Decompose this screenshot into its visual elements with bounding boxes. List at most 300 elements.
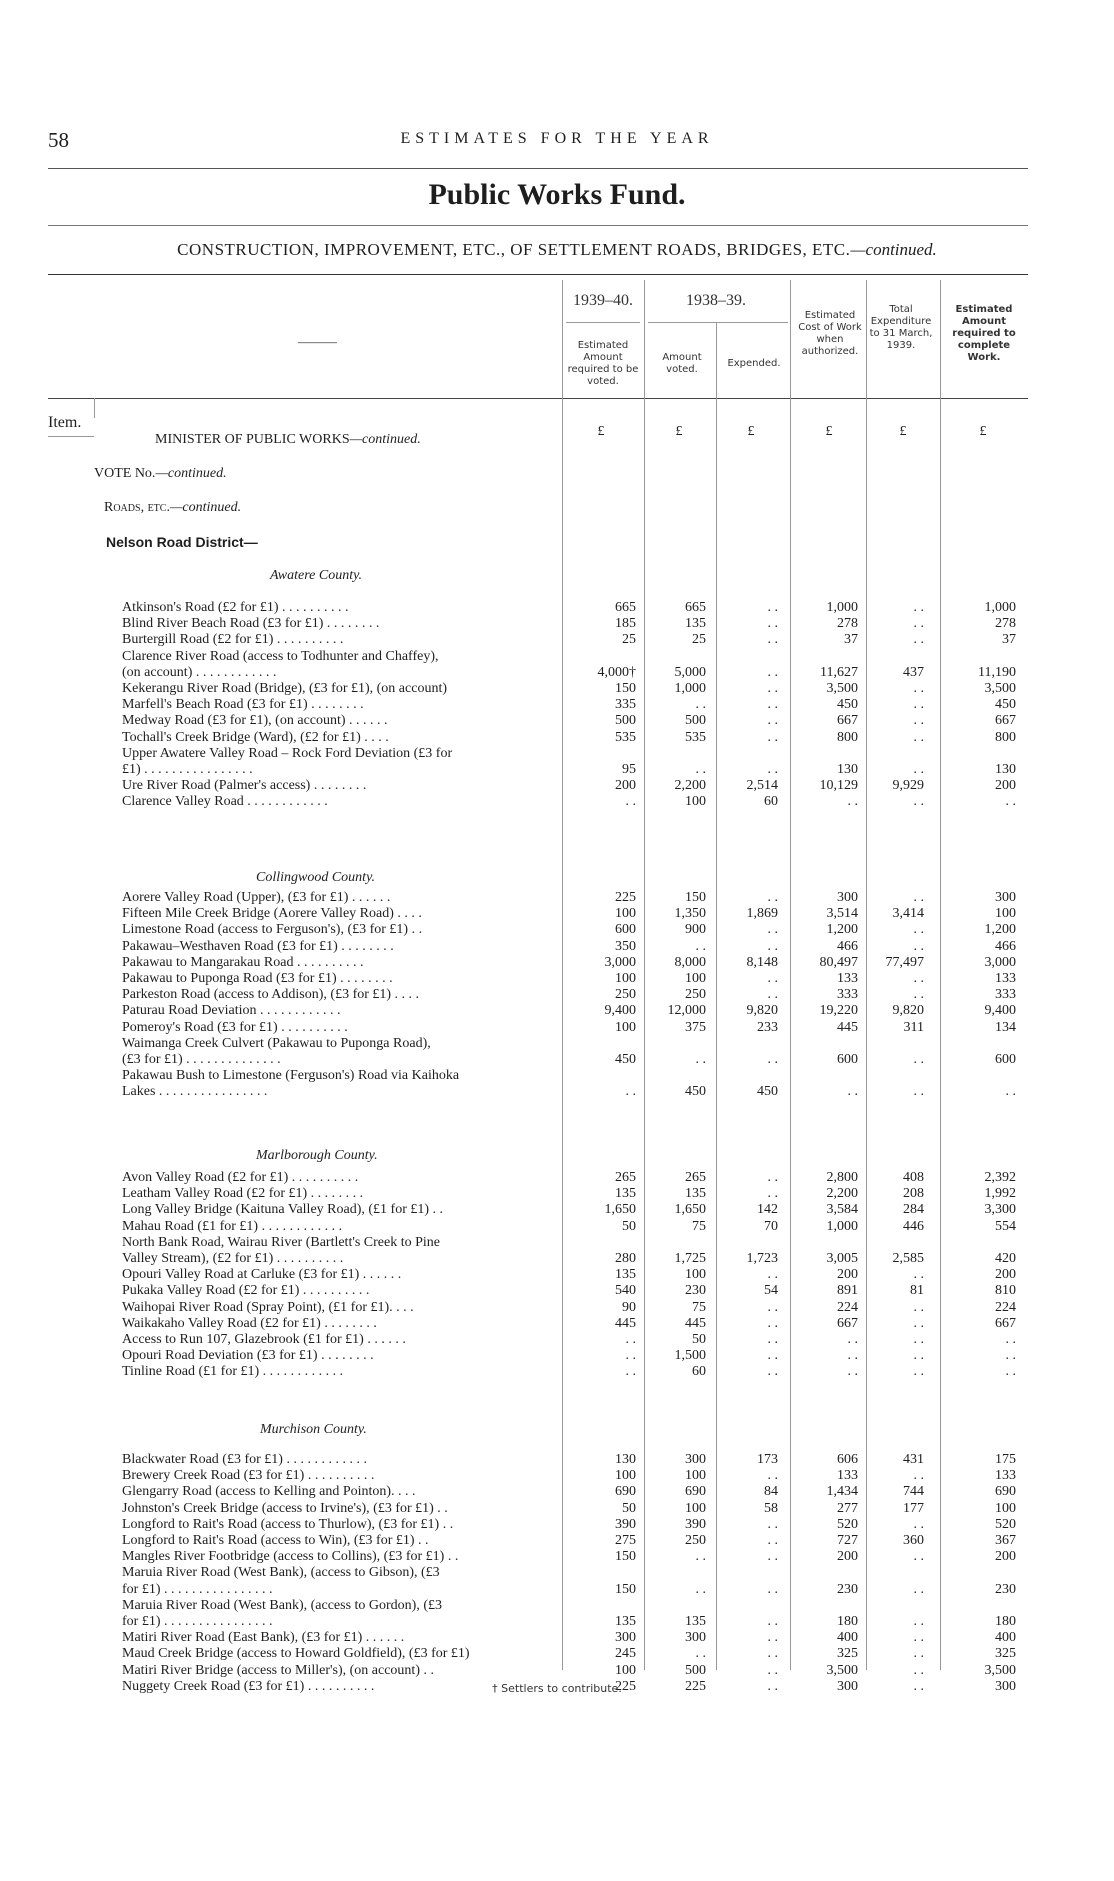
table-row-line	[0, 778, 1114, 794]
table-row-line	[0, 906, 1114, 922]
amount-cell: 1,350	[674, 906, 706, 922]
amount-cell: 278	[837, 616, 858, 632]
amount-cell: 300	[615, 1630, 636, 1646]
work-name: Paturau Road Deviation . . . . . . . . . . . .	[122, 1003, 341, 1019]
amount-cell: 535	[615, 729, 636, 745]
amount-cell: 208	[903, 1186, 924, 1202]
amount-cell: . .	[767, 1468, 778, 1484]
amount-cell: . .	[913, 1052, 924, 1067]
amount-cell: . .	[625, 1364, 636, 1380]
table-row-line	[0, 939, 1114, 955]
county-heading: Murchison County.	[260, 1422, 367, 1437]
table-row-line	[0, 1452, 1114, 1468]
table-row-line	[0, 1614, 1114, 1630]
amount-cell: 250	[685, 1533, 706, 1548]
amount-cell: 75	[692, 1299, 706, 1315]
amount-cell: 100	[615, 906, 636, 922]
amount-cell: 80,497	[819, 954, 858, 970]
work-name: Opouri Valley Road at Carluke (£3 for £1) . . . . . .	[122, 1267, 402, 1283]
col-expended: Expended.	[727, 358, 781, 369]
amount-cell: 1,000	[984, 600, 1016, 615]
amount-cell: 2,200	[826, 1186, 858, 1202]
table-row-line	[0, 1549, 1114, 1565]
amount-cell: 37	[1002, 632, 1016, 648]
amount-cell: . .	[847, 1084, 858, 1100]
amount-cell: . .	[767, 1614, 778, 1629]
amount-cell: 142	[757, 1202, 778, 1218]
amount-cell: 300	[685, 1452, 706, 1467]
amount-cell: 450	[995, 697, 1016, 713]
work-name: Leatham Valley Road (£2 for £1) . . . . . . . .	[122, 1186, 364, 1202]
work-name: Opouri Road Deviation (£3 for £1) . . . . . . . .	[122, 1348, 374, 1364]
currency-symbol: £	[747, 424, 755, 439]
amount-cell: 535	[685, 729, 706, 745]
work-name: Pakawau–Westhaven Road (£3 for £1) . . . . . . . .	[122, 938, 394, 954]
amount-cell: 1,869	[746, 906, 778, 922]
amount-cell: . .	[695, 1549, 706, 1565]
amount-cell: 225	[615, 890, 636, 905]
amount-cell: . .	[913, 890, 924, 905]
amount-cell: . .	[913, 938, 924, 954]
currency-symbol: £	[597, 424, 605, 439]
amount-cell: 325	[995, 1646, 1016, 1662]
amount-cell: 70	[764, 1218, 778, 1234]
amount-cell: . .	[767, 1267, 778, 1283]
amount-cell: 25	[622, 632, 636, 648]
table-row-line	[0, 1068, 1114, 1084]
amount-cell: . .	[767, 616, 778, 632]
amount-cell: 891	[837, 1283, 858, 1299]
amount-cell: 420	[995, 1251, 1016, 1266]
amount-cell: 1,000	[674, 681, 706, 696]
amount-cell: 400	[837, 1630, 858, 1646]
amount-cell: 100	[995, 906, 1016, 922]
amount-cell: . .	[625, 794, 636, 810]
amount-cell: . .	[767, 632, 778, 648]
amount-cell: 135	[615, 1614, 636, 1629]
header-bottom-rule	[48, 398, 1028, 399]
amount-cell: . .	[847, 1332, 858, 1347]
roads-heading	[104, 500, 241, 516]
amount-cell: 311	[903, 1019, 924, 1035]
amount-cell: 81	[910, 1283, 924, 1299]
amount-cell: 300	[837, 890, 858, 905]
amount-cell: . .	[1005, 1084, 1016, 1100]
work-name: Matiri River Bridge (access to Miller's), (on account) . .	[122, 1662, 434, 1678]
col-total-expenditure: Total Expenditure to 31 March, 1939.	[869, 304, 933, 351]
table-row-line	[0, 1020, 1114, 1036]
item-rule	[94, 398, 95, 418]
amount-cell: . .	[913, 922, 924, 938]
amount-cell: 1,000	[826, 1218, 858, 1234]
amount-cell: 3,500	[826, 681, 858, 696]
amount-cell: 1,434	[826, 1484, 858, 1500]
amount-cell: 180	[837, 1614, 858, 1629]
amount-cell: 1,200	[984, 922, 1016, 938]
table-row-line	[0, 1219, 1114, 1235]
amount-cell: 540	[615, 1283, 636, 1299]
amount-cell: . .	[767, 1332, 778, 1347]
table-row-line	[0, 1646, 1114, 1662]
work-name: Burtergill Road (£2 for £1) . . . . . . . . . .	[122, 632, 344, 648]
work-name: for £1) . . . . . . . . . . . . . . . .	[122, 1581, 273, 1597]
amount-cell: . .	[767, 1533, 778, 1548]
amount-cell: 177	[903, 1500, 924, 1516]
amount-cell: 367	[995, 1533, 1016, 1548]
currency-symbol: £	[899, 424, 907, 439]
table-row-line	[0, 1533, 1114, 1549]
amount-cell: 520	[995, 1516, 1016, 1532]
amount-cell: 445	[837, 1019, 858, 1035]
amount-cell: 265	[685, 1170, 706, 1185]
amount-cell: . .	[695, 1581, 706, 1597]
amount-cell: 300	[837, 1678, 858, 1694]
amount-cell: 667	[995, 713, 1016, 729]
amount-cell: 500	[685, 713, 706, 729]
work-name: Aorere Valley Road (Upper), (£3 for £1) . . . . . .	[122, 890, 391, 905]
amount-cell: 60	[764, 794, 778, 810]
amount-cell: 1,992	[984, 1186, 1016, 1202]
table-row-line	[0, 616, 1114, 632]
amount-cell: . .	[913, 1646, 924, 1662]
amount-cell: . .	[767, 681, 778, 696]
amount-cell: . .	[913, 1549, 924, 1565]
amount-cell: 95	[622, 762, 636, 777]
work-name: Longford to Rait's Road (access to Thurlow), (£3 for £1) . .	[122, 1516, 454, 1532]
section-title-suffix: —continued.	[850, 240, 937, 259]
amount-cell: 230	[995, 1581, 1016, 1597]
amount-cell: 333	[837, 987, 858, 1003]
work-name: Waimanga Creek Culvert (Pakawau to Puponga Road),	[122, 1035, 431, 1051]
amount-cell: . .	[913, 697, 924, 713]
amount-cell: . .	[625, 1084, 636, 1100]
amount-cell: 3,514	[826, 906, 858, 922]
work-name: Mangles River Footbridge (access to Collins), (£3 for £1) . .	[122, 1549, 459, 1565]
amount-cell: 300	[995, 890, 1016, 905]
work-name: Ure River Road (Palmer's access) . . . . . . . .	[122, 778, 367, 794]
work-name: Fifteen Mile Creek Bridge (Aorere Valley Road) . . . .	[122, 906, 422, 922]
amount-cell: 450	[685, 1084, 706, 1100]
amount-cell: 667	[837, 713, 858, 729]
amount-cell: . .	[913, 1315, 924, 1331]
work-name: (on account) . . . . . . . . . . . .	[122, 664, 277, 680]
amount-cell: 150	[615, 1549, 636, 1565]
amount-cell: 9,400	[984, 1003, 1016, 1019]
amount-cell: 100	[685, 1500, 706, 1516]
amount-cell: . .	[913, 1084, 924, 1100]
amount-cell: 134	[995, 1019, 1016, 1035]
amount-cell: 1,000	[826, 600, 858, 615]
amount-cell: 800	[837, 729, 858, 745]
amount-cell: . .	[767, 1646, 778, 1662]
work-name: Maruia River Road (West Bank), (access to Gibson), (£3	[122, 1565, 440, 1581]
amount-cell: 100	[615, 971, 636, 986]
table-row-line	[0, 665, 1114, 681]
amount-cell: 245	[615, 1646, 636, 1662]
amount-cell: 3,500	[984, 1662, 1016, 1678]
amount-cell: . .	[913, 1678, 924, 1694]
table-row-line	[0, 730, 1114, 746]
work-name: Waikakaho Valley Road (£2 for £1) . . . . . . . .	[122, 1315, 377, 1331]
work-name: Pakawau Bush to Limestone (Ferguson's) Road via Kaihoka	[122, 1068, 460, 1084]
amount-cell: 600	[837, 1052, 858, 1067]
amount-cell: 84	[764, 1484, 778, 1500]
amount-cell: 200	[837, 1549, 858, 1565]
amount-cell: . .	[767, 664, 778, 680]
amount-cell: 130	[995, 762, 1016, 777]
amount-cell: 180	[995, 1614, 1016, 1629]
vote-heading-text: VOTE No.	[94, 466, 156, 481]
amount-cell: 135	[685, 1186, 706, 1202]
amount-cell: . .	[913, 1468, 924, 1484]
amount-cell: . .	[913, 729, 924, 745]
district-heading: Nelson Road District—	[106, 534, 258, 550]
work-name: Atkinson's Road (£2 for £1) . . . . . . . . . .	[122, 600, 349, 615]
amount-cell: 9,400	[604, 1003, 636, 1019]
table-row-line	[0, 1202, 1114, 1218]
work-name: Access to Run 107, Glazebrook (£1 for £1) . . . . . .	[122, 1332, 406, 1347]
amount-cell: 300	[685, 1630, 706, 1646]
table-row-line	[0, 649, 1114, 665]
amount-cell: 77,497	[885, 954, 924, 970]
amount-cell: 250	[615, 987, 636, 1003]
work-name: Johnston's Creek Bridge (access to Irvine's), (£3 for £1) . .	[122, 1500, 448, 1516]
work-name: Marfell's Beach Road (£3 for £1) . . . . . . . .	[122, 697, 364, 713]
work-name: Upper Awatere Valley Road – Rock Ford Deviation (£3 for	[122, 745, 453, 761]
amount-cell: 200	[995, 1267, 1016, 1283]
amount-cell: 100	[615, 1662, 636, 1678]
work-name: for £1) . . . . . . . . . . . . . . . .	[122, 1614, 273, 1629]
amount-cell: . .	[767, 971, 778, 986]
amount-cell: 135	[685, 1614, 706, 1629]
table-row-line	[0, 1663, 1114, 1679]
work-name: Lakes . . . . . . . . . . . . . . . .	[122, 1084, 268, 1100]
amount-cell: 400	[995, 1630, 1016, 1646]
amount-cell: 350	[615, 938, 636, 954]
amount-cell: . .	[913, 1332, 924, 1347]
amount-cell: 100	[685, 971, 706, 986]
amount-cell: . .	[767, 1186, 778, 1202]
amount-cell: . .	[913, 1267, 924, 1283]
table-row-line	[0, 713, 1114, 729]
amount-cell: 431	[903, 1452, 924, 1467]
amount-cell: . .	[767, 1052, 778, 1067]
amount-cell: 135	[685, 616, 706, 632]
amount-cell: 520	[837, 1516, 858, 1532]
work-name: Avon Valley Road (£2 for £1) . . . . . . . . . .	[122, 1170, 359, 1185]
amount-cell: 277	[837, 1500, 858, 1516]
amount-cell: . .	[1005, 1364, 1016, 1380]
amount-cell: . .	[913, 1662, 924, 1678]
amount-cell: 445	[685, 1315, 706, 1331]
col-estimated-to-complete: Estimated Amount required to complete Work.	[952, 304, 1016, 363]
amount-cell: 133	[837, 1468, 858, 1484]
amount-cell: 446	[903, 1218, 924, 1234]
table-row-line	[0, 890, 1114, 906]
amount-cell: . .	[913, 616, 924, 632]
amount-cell: . .	[767, 987, 778, 1003]
amount-cell: 12,000	[667, 1003, 706, 1019]
amount-cell: 450	[757, 1084, 778, 1100]
amount-cell: 1,725	[674, 1251, 706, 1266]
table-row-line	[0, 1630, 1114, 1646]
work-name: Pakawau to Mangarakau Road . . . . . . . . . .	[122, 954, 364, 970]
item-rule	[48, 436, 94, 437]
amount-cell: 3,414	[892, 906, 924, 922]
amount-cell: 3,500	[984, 681, 1016, 696]
currency-symbol: £	[979, 424, 987, 439]
table-row-line	[0, 1170, 1114, 1186]
amount-cell: 135	[615, 1267, 636, 1283]
amount-cell: 665	[615, 600, 636, 615]
work-name: Maud Creek Bridge (access to Howard Goldfield), (£3 for £1)	[122, 1646, 470, 1662]
amount-cell: 1,650	[674, 1202, 706, 1218]
amount-cell: 233	[757, 1019, 778, 1035]
amount-cell: . .	[767, 1678, 778, 1694]
work-name: Blackwater Road (£3 for £1) . . . . . . . . . . . .	[122, 1452, 367, 1467]
amount-cell: 19,220	[819, 1003, 858, 1019]
amount-cell: . .	[767, 1549, 778, 1565]
amount-cell: . .	[767, 600, 778, 615]
table-row-line	[0, 1283, 1114, 1299]
amount-cell: 200	[615, 778, 636, 794]
table-row-line	[0, 1084, 1114, 1100]
amount-cell: 284	[903, 1202, 924, 1218]
amount-cell: . .	[767, 938, 778, 954]
amount-cell: 3,005	[826, 1251, 858, 1266]
amount-cell: . .	[847, 1364, 858, 1380]
amount-cell: 150	[615, 681, 636, 696]
county-heading: Marlborough County.	[256, 1148, 378, 1163]
amount-cell: . .	[695, 697, 706, 713]
amount-cell: 3,000	[604, 954, 636, 970]
work-name: £1) . . . . . . . . . . . . . . . .	[122, 762, 253, 777]
amount-cell: . .	[767, 697, 778, 713]
amount-cell: 224	[837, 1299, 858, 1315]
divider	[48, 274, 1028, 275]
table-row-line	[0, 1348, 1114, 1364]
amount-cell: 450	[615, 1052, 636, 1067]
work-name: North Bank Road, Wairau River (Bartlett's Creek to Pine	[122, 1234, 441, 1250]
table-row-line	[0, 1300, 1114, 1316]
table-row-line	[0, 1267, 1114, 1283]
amount-cell: 800	[995, 729, 1016, 745]
amount-cell: 90	[622, 1299, 636, 1315]
table-row-line	[0, 971, 1114, 987]
amount-cell: 9,820	[746, 1003, 778, 1019]
amount-cell: 5,000	[674, 664, 706, 680]
running-head: ESTIMATES FOR THE YEAR	[400, 130, 714, 147]
amount-cell: 500	[615, 713, 636, 729]
amount-cell: 390	[685, 1516, 706, 1532]
amount-cell: 133	[995, 971, 1016, 986]
amount-cell: 100	[615, 1468, 636, 1484]
amount-cell: 1,200	[826, 922, 858, 938]
currency-symbol: £	[675, 424, 683, 439]
amount-cell: 445	[615, 1315, 636, 1331]
amount-cell: 665	[685, 600, 706, 615]
amount-cell: 554	[995, 1218, 1016, 1234]
table-row-line	[0, 794, 1114, 810]
table-row-line	[0, 1251, 1114, 1267]
table-row-line	[0, 681, 1114, 697]
header-rule	[566, 322, 640, 323]
table-row-line	[0, 987, 1114, 1003]
amount-cell: 150	[615, 1581, 636, 1597]
amount-cell: 690	[615, 1484, 636, 1500]
amount-cell: . .	[767, 1581, 778, 1597]
work-name: Parkeston Road (access to Addison), (£3 for £1) . . . .	[122, 987, 420, 1003]
table-row-line	[0, 1468, 1114, 1484]
amount-cell: 606	[837, 1452, 858, 1467]
amount-cell: 75	[692, 1218, 706, 1234]
amount-cell: 375	[685, 1019, 706, 1035]
footnote: † Settlers to contribute.	[492, 1682, 622, 1695]
amount-cell: 1,650	[604, 1202, 636, 1218]
amount-cell: 1,500	[674, 1348, 706, 1364]
amount-cell: 667	[837, 1315, 858, 1331]
fund-title: Public Works Fund.	[428, 178, 686, 211]
amount-cell: 300	[995, 1678, 1016, 1694]
amount-cell: . .	[767, 1630, 778, 1646]
table-row-line	[0, 955, 1114, 971]
amount-cell: 3,000	[984, 954, 1016, 970]
amount-cell: 600	[995, 1052, 1016, 1067]
amount-cell: . .	[913, 1348, 924, 1364]
table-row-line	[0, 1052, 1114, 1068]
work-name: Blind River Beach Road (£3 for £1) . . . . . . . .	[122, 616, 380, 632]
vote-heading	[94, 466, 227, 482]
amount-cell: 60	[692, 1364, 706, 1380]
amount-cell: . .	[1005, 1348, 1016, 1364]
year-1938-heading: 1938–39.	[686, 292, 746, 309]
roads-heading-suffix: —continued.	[169, 500, 242, 515]
amount-cell: . .	[1005, 794, 1016, 810]
amount-cell: 225	[615, 1678, 636, 1694]
amount-cell: 230	[837, 1581, 858, 1597]
amount-cell: . .	[913, 1614, 924, 1629]
work-name: Nuggety Creek Road (£3 for £1) . . . . . . . . . .	[122, 1678, 375, 1694]
amount-cell: . .	[913, 987, 924, 1003]
work-name: Clarence Valley Road . . . . . . . . . . . .	[122, 794, 328, 810]
amount-cell: . .	[913, 632, 924, 648]
amount-cell: . .	[913, 1630, 924, 1646]
amount-cell: . .	[913, 971, 924, 986]
amount-cell: . .	[767, 1348, 778, 1364]
county-heading: Collingwood County.	[256, 870, 376, 885]
amount-cell: 11,627	[820, 664, 858, 680]
amount-cell: 667	[995, 1315, 1016, 1331]
amount-cell: 100	[685, 1267, 706, 1283]
work-name: Long Valley Bridge (Kaituna Valley Road), (£1 for £1) . .	[122, 1202, 444, 1218]
amount-cell: 250	[685, 987, 706, 1003]
col-estimated-cost: Estimated Cost of Work when authorized.	[798, 310, 862, 357]
work-name: Longford to Rait's Road (access to Win), (£3 for £1) . .	[122, 1533, 429, 1548]
ministry-heading	[155, 432, 421, 448]
amount-cell: . .	[767, 1315, 778, 1331]
amount-cell: . .	[695, 1052, 706, 1067]
amount-cell: . .	[767, 762, 778, 777]
amount-cell: . .	[913, 600, 924, 615]
table-row-line	[0, 1598, 1114, 1614]
amount-cell: 11,190	[978, 664, 1016, 680]
table-row-line	[0, 922, 1114, 938]
amount-cell: 280	[615, 1251, 636, 1266]
amount-cell: 10,129	[819, 778, 858, 794]
stub-dash: ———	[298, 334, 337, 349]
table-row-line	[0, 1484, 1114, 1500]
amount-cell: 900	[685, 922, 706, 938]
